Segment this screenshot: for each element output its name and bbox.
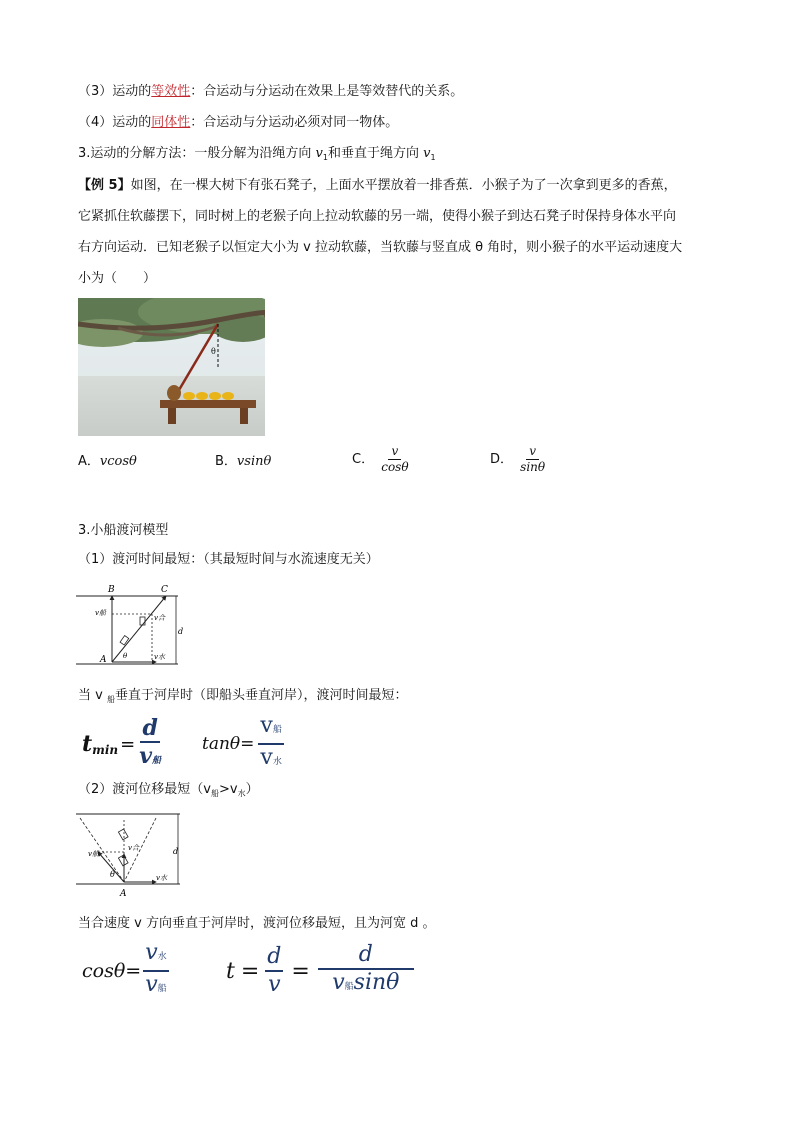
- example-line-2: 它紧抓住软藤摆下，同时树上的老猴子向上拉动软藤的另一端，使得小猴子到达石凳子时保持身体水平向: [78, 209, 677, 224]
- f1-fraction: [137, 715, 163, 774]
- option-c-num: v: [388, 444, 401, 460]
- f2-densub: 船: [157, 984, 167, 994]
- f2-numsub: 水: [157, 952, 167, 962]
- p2-text: （4）运动的: [78, 115, 152, 130]
- option-c-label: C．: [352, 452, 375, 467]
- monkey-tree-illustration: [78, 298, 265, 436]
- section-title: 3.小船渡河模型: [78, 523, 169, 538]
- s2-end: ）: [245, 782, 259, 797]
- f2-n2: d: [265, 944, 283, 972]
- case1-rest: 垂直于河岸时（即船头垂直河岸），渡河时间最短：: [114, 688, 408, 703]
- f2-eq2: =: [291, 958, 310, 984]
- p1-text: （3）运动的: [78, 84, 152, 99]
- example-l1: 如图，在一棵大树下有张石凳子，上面水平摆放着一排香蕉．小猴子为了一次拿到更多的香蕉，: [130, 178, 677, 193]
- f2-d3rest: sinθ: [353, 970, 400, 995]
- f2-dv-fraction: [265, 944, 283, 998]
- p3-text: 3.运动的分解方法：一般分解为沿绳方向: [78, 146, 316, 161]
- option-b[interactable]: [215, 452, 271, 472]
- fig2-A: A: [100, 655, 107, 665]
- item-3-equivalence: [78, 82, 463, 102]
- fig3-A: A: [120, 889, 127, 898]
- f2-n3: d: [318, 942, 414, 970]
- option-a-value: vcosθ: [99, 454, 137, 469]
- fig2-v-boat: v船: [95, 609, 106, 617]
- p2-highlight: 同体性: [151, 115, 191, 130]
- p3-v: v: [315, 146, 323, 161]
- p3-v2: v: [423, 146, 431, 161]
- f2-t: t: [226, 958, 235, 984]
- option-b-label: B．: [215, 454, 237, 469]
- case1-text: [78, 686, 407, 710]
- p3-sub1: 1: [322, 153, 328, 162]
- option-b-value: vsinθ: [236, 454, 272, 469]
- option-c-fraction: [378, 444, 411, 475]
- case1-pre: 当 v: [78, 688, 107, 703]
- option-c[interactable]: [352, 444, 412, 475]
- f2-den: v: [145, 972, 158, 997]
- shortest-displacement-svg: [76, 810, 188, 898]
- p2-rest: ：合运动与分运动必须对同一物体。: [190, 115, 399, 130]
- fig3-v-boat: v船: [88, 850, 99, 858]
- s2-mid: >v: [218, 782, 238, 797]
- f2-cos: cosθ=: [82, 960, 142, 982]
- f1-tnum: v: [260, 713, 273, 738]
- fig2-d: d: [178, 627, 184, 636]
- formula-t-min: [82, 716, 163, 772]
- fig3-d: d: [173, 847, 179, 856]
- s2-sub1: 船: [210, 789, 219, 798]
- case1-sub: 船: [106, 695, 115, 704]
- f1-den: v: [139, 742, 153, 769]
- f1-num: d: [142, 714, 158, 741]
- fig2-B: B: [108, 585, 115, 595]
- f1-tan: tanθ=: [202, 734, 255, 754]
- f1-tnumsub: 船: [272, 725, 282, 735]
- item-4-same-body: [78, 113, 398, 133]
- subsection-2: [78, 780, 259, 804]
- shortest-time-diagram: [76, 582, 188, 668]
- f2-cos-fraction: [143, 940, 168, 1002]
- f2-final-fraction: [318, 942, 414, 1000]
- p1-highlight: 等效性: [151, 84, 191, 99]
- fig2-theta: θ: [123, 652, 128, 660]
- s2-sub2: 水: [237, 789, 246, 798]
- example-line-3: 右方向运动．已知老猴子以恒定大小为 v 拉动软藤，当软藤与竖直成 θ 角时，则小猴子的水平运动速度大: [78, 240, 683, 255]
- option-d-fraction: [517, 444, 548, 475]
- monkey-tree-figure: [78, 298, 265, 436]
- subsection-1: （1）渡河时间最短：（其最短时间与水流速度无关）: [78, 552, 379, 567]
- f1-eq: =: [120, 733, 136, 755]
- fig2-C: C: [161, 585, 168, 595]
- fig3-theta: θ: [110, 870, 115, 879]
- f2-eq: =: [240, 958, 260, 984]
- f2-d3sub: 船: [344, 982, 354, 992]
- s2-pre: （2）渡河位移最短（v: [78, 782, 211, 797]
- f2-d2: v: [268, 972, 281, 997]
- f1-densub: 船: [152, 755, 162, 766]
- f2-num: v: [145, 940, 158, 965]
- p3-mid: 和垂直于绳方向: [328, 146, 424, 161]
- p3-sub2: 1: [430, 153, 436, 162]
- f1-tdensub: 水: [272, 757, 282, 767]
- case2-text: 当合速度 v 方向垂直于河岸时，渡河位移最短，且为河宽 d 。: [78, 916, 436, 931]
- option-d-num: v: [526, 444, 539, 460]
- f2-d3: v: [332, 970, 345, 995]
- f1-t: t: [82, 731, 93, 757]
- f1-tden: v: [260, 745, 273, 770]
- formula-cos: [82, 942, 169, 1000]
- fig2-v-he: v合: [154, 614, 165, 622]
- option-c-den: cosθ: [381, 460, 409, 474]
- f1-tan-fraction: [258, 713, 283, 775]
- option-a-label: A．: [78, 454, 100, 469]
- shortest-displacement-diagram: [76, 810, 188, 898]
- fig3-v-water: v水: [156, 874, 167, 882]
- option-d-den: sinθ: [520, 460, 546, 474]
- formula-t: [226, 942, 414, 1000]
- option-a[interactable]: [78, 452, 137, 472]
- example-tag: 【例 5】: [78, 178, 131, 193]
- f1-tsub: min: [92, 743, 119, 757]
- example-line-1: [78, 176, 677, 196]
- decomposition-method: [78, 144, 436, 168]
- option-d-label: D．: [490, 452, 514, 467]
- example-line-4: 小为（ ）: [78, 271, 157, 286]
- fig2-v-water: v水: [154, 653, 165, 661]
- formula-tan: [202, 713, 284, 772]
- fig3-v-he: v合: [128, 844, 139, 852]
- shortest-time-svg: [76, 582, 188, 668]
- option-d[interactable]: [490, 444, 548, 475]
- theta-label: θ: [211, 347, 216, 356]
- p1-rest: ：合运动与分运动在效果上是等效替代的关系。: [190, 84, 464, 99]
